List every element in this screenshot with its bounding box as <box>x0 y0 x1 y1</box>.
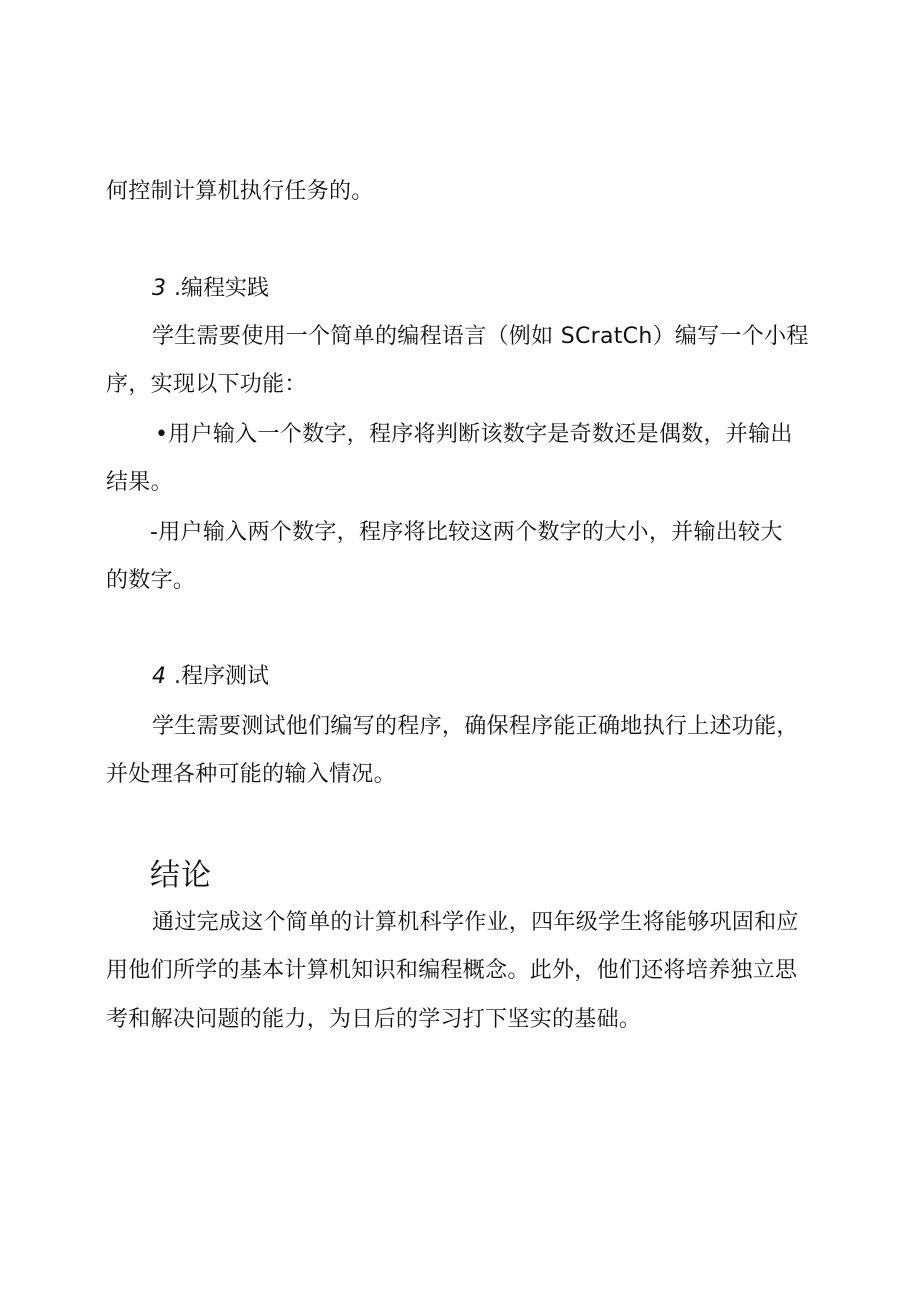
section-4-para-line-2: 并处理各种可能的输入情况。 <box>106 762 396 787</box>
section-4-number: 4 <box>152 664 166 689</box>
conclusion-line-2: 用他们所学的基本计算机知识和编程概念。此外，他们还将培养独立思 <box>106 958 798 983</box>
section-3-heading <box>152 274 269 304</box>
paragraph-intro-tail: 何控制计算机执行任务的。 <box>106 179 374 204</box>
section-3-para-line-2: 序，实现以下功能： <box>106 372 307 397</box>
section-3-title: .编程实践 <box>174 276 269 301</box>
section-3-bullet-2-line-2: 的数字。 <box>106 568 196 593</box>
conclusion-line-1: 通过完成这个简单的计算机科学作业，四年级学生将能够巩固和应 <box>152 910 799 935</box>
section-3-bullet-2-line-1: -用户输入两个数字，程序将比较这两个数字的大小，并输出较大 <box>150 520 783 545</box>
section-3-para-line-1: 学生需要使用一个简单的编程语言（例如 SCratCh）编写一个小程 <box>152 324 809 349</box>
section-3-bullet-1-line-1: •用户输入一个数字，程序将判断该数字是奇数还是偶数，并输出 <box>155 422 793 447</box>
conclusion-line-3: 考和解决问题的能力，为日后的学习打下坚实的基础。 <box>106 1007 642 1032</box>
conclusion-title: 结论 <box>150 858 212 893</box>
section-3-number: 3 <box>152 276 166 301</box>
section-4-heading <box>152 662 269 692</box>
section-4-title: .程序测试 <box>174 664 269 689</box>
section-4-para-line-1: 学生需要测试他们编写的程序，确保程序能正确地执行上述功能， <box>152 714 799 739</box>
section-3-bullet-1-line-2: 结果。 <box>106 470 173 495</box>
